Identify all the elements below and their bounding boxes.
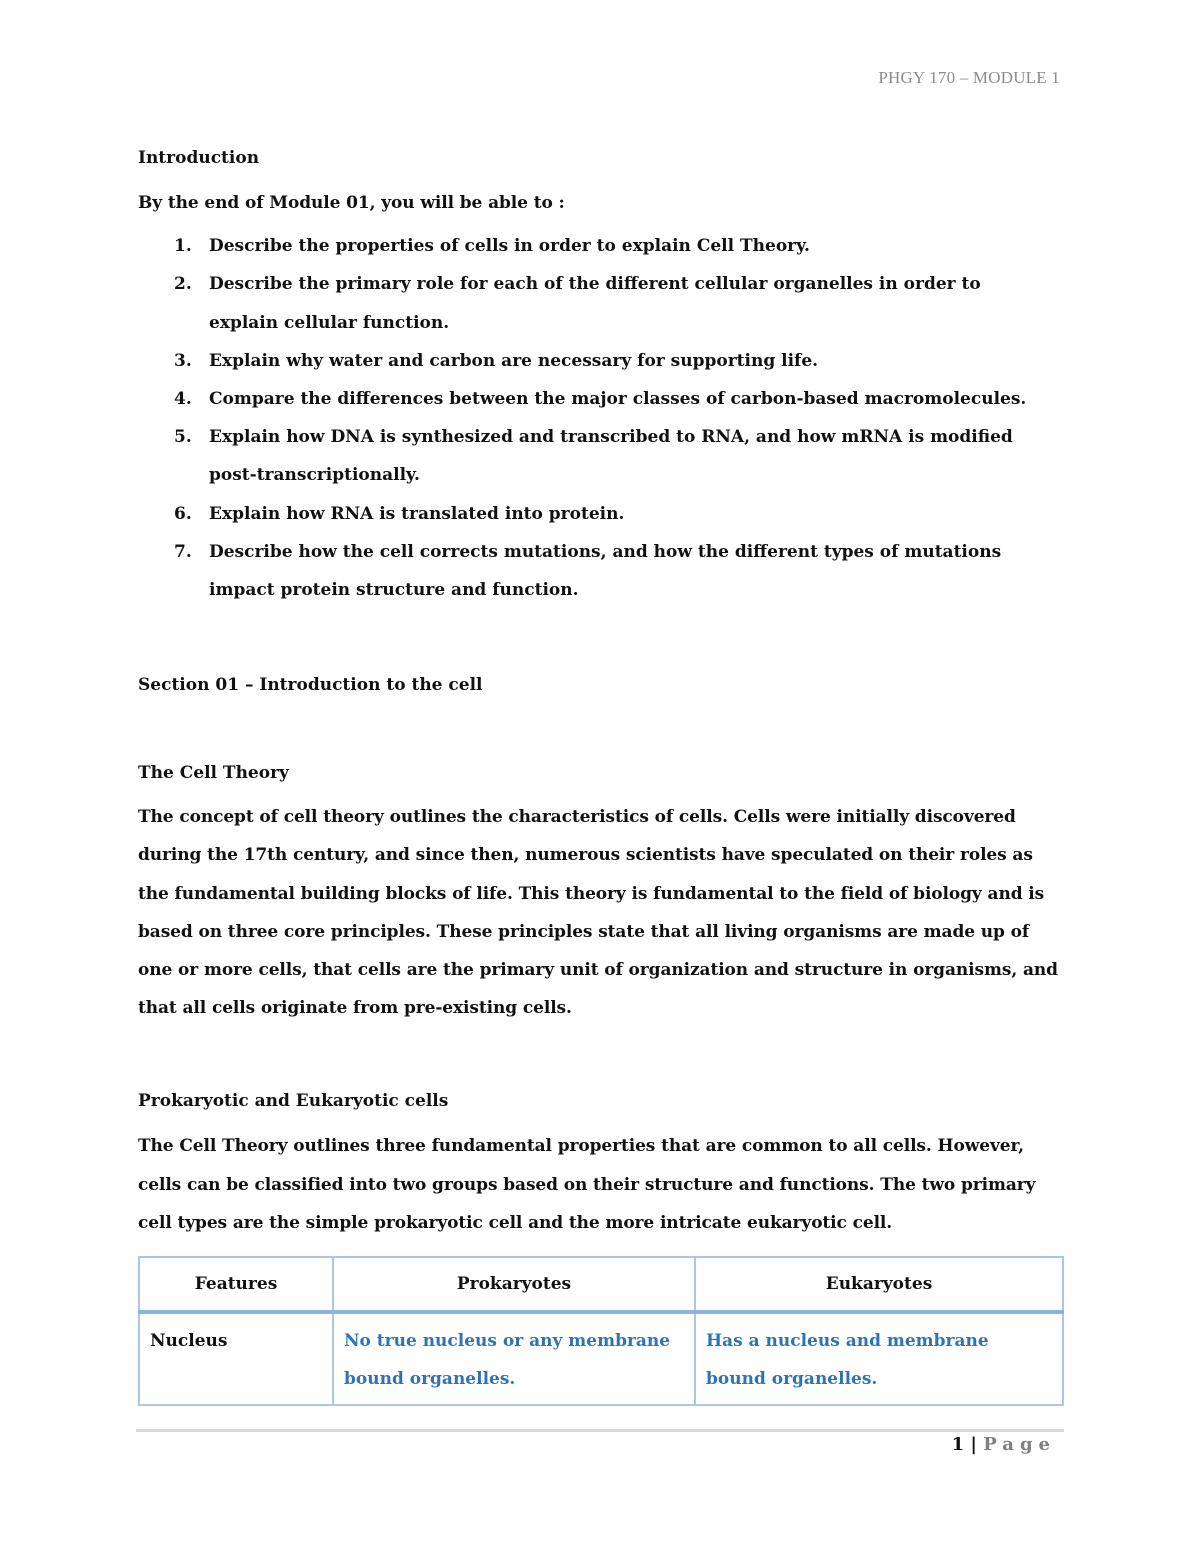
- list-item: [138, 227, 1062, 265]
- list-text: Explain why water and carbon are necessary for supporting life.: [209, 350, 819, 371]
- cell-types-heading: Prokaryotic and Eukaryotic cells: [138, 1091, 449, 1112]
- list-item: [138, 342, 1062, 380]
- list-text: Explain how DNA is synthesized and transcribed to RNA, and how mRNA is modified post-transcriptionally.: [209, 427, 1013, 486]
- running-header: PHGY 170 – MODULE 1: [878, 68, 1060, 87]
- table-cell-feature: Nucleus: [139, 1312, 333, 1405]
- introduction-heading: Introduction: [138, 148, 260, 168]
- table-header-prokaryotes: Prokaryotes: [333, 1257, 695, 1312]
- list-number: 7.: [174, 541, 192, 562]
- list-text: Describe the properties of cells in order to explain Cell Theory.: [209, 236, 810, 257]
- list-text: Describe how the cell corrects mutations, and how the different types of mutations impact protein structure and function.: [209, 541, 1002, 601]
- list-number: 6.: [174, 503, 192, 524]
- page-number: 1: [951, 1434, 965, 1455]
- list-text: Explain how RNA is translated into protein.: [209, 503, 625, 524]
- list-number: 1.: [174, 236, 192, 257]
- table-header-row: [139, 1257, 1063, 1312]
- footer-divider: [136, 1429, 1064, 1432]
- list-number: 5.: [174, 427, 192, 448]
- list-item: [138, 418, 1062, 494]
- page-word: Page: [983, 1434, 1056, 1455]
- cell-theory-heading: The Cell Theory: [138, 763, 289, 784]
- table-row: [139, 1312, 1063, 1405]
- comparison-table: [138, 1256, 1064, 1406]
- list-text: Describe the primary role for each of the different cellular organelles in order to explain cellular function.: [209, 274, 981, 333]
- introduction-lead: By the end of Module 01, you will be able to :: [138, 193, 565, 213]
- list-number: 3.: [174, 350, 192, 371]
- section-heading: Section 01 – Introduction to the cell: [138, 675, 483, 696]
- table-header-features: Features: [139, 1257, 333, 1312]
- table-cell-prokaryotes: No true nucleus or any membrane bound organelles.: [333, 1312, 695, 1405]
- list-number: 4.: [174, 389, 192, 410]
- table-header-eukaryotes: Eukaryotes: [695, 1257, 1063, 1312]
- list-item: [138, 495, 1062, 533]
- table-cell-eukaryotes: Has a nucleus and membrane bound organelles.: [695, 1312, 1063, 1405]
- list-number: 2.: [174, 274, 192, 295]
- page-separator: |: [970, 1434, 977, 1455]
- list-item: [138, 533, 1062, 609]
- document-body: [138, 144, 1062, 1406]
- list-item: [138, 265, 1062, 341]
- cell-theory-paragraph: The concept of cell theory outlines the characteristics of cells. Cells were initially discovered during the 17th century, and since then, numerous scientists have speculated on their roles as the fundamental building blocks of life. This theory is fundamental to the field of biology and is based on three core principles. These principles state that all living organisms are made up of one or more cells, that cells are the primary unit of organization and structure in organisms, and that all cells originate from pre-existing cells.: [138, 807, 1058, 1019]
- list-item: [138, 380, 1062, 418]
- objectives-list: [138, 227, 1062, 609]
- page-footer: [952, 1434, 1056, 1455]
- cell-types-paragraph: The Cell Theory outlines three fundamental properties that are common to all cells. However, cells can be classified into two groups based on their structure and functions. The two primary cell types are the simple prokaryotic cell and the more intricate eukaryotic cell.: [138, 1136, 1036, 1233]
- list-text: Compare the differences between the major classes of carbon-based macromolecules.: [209, 389, 1027, 410]
